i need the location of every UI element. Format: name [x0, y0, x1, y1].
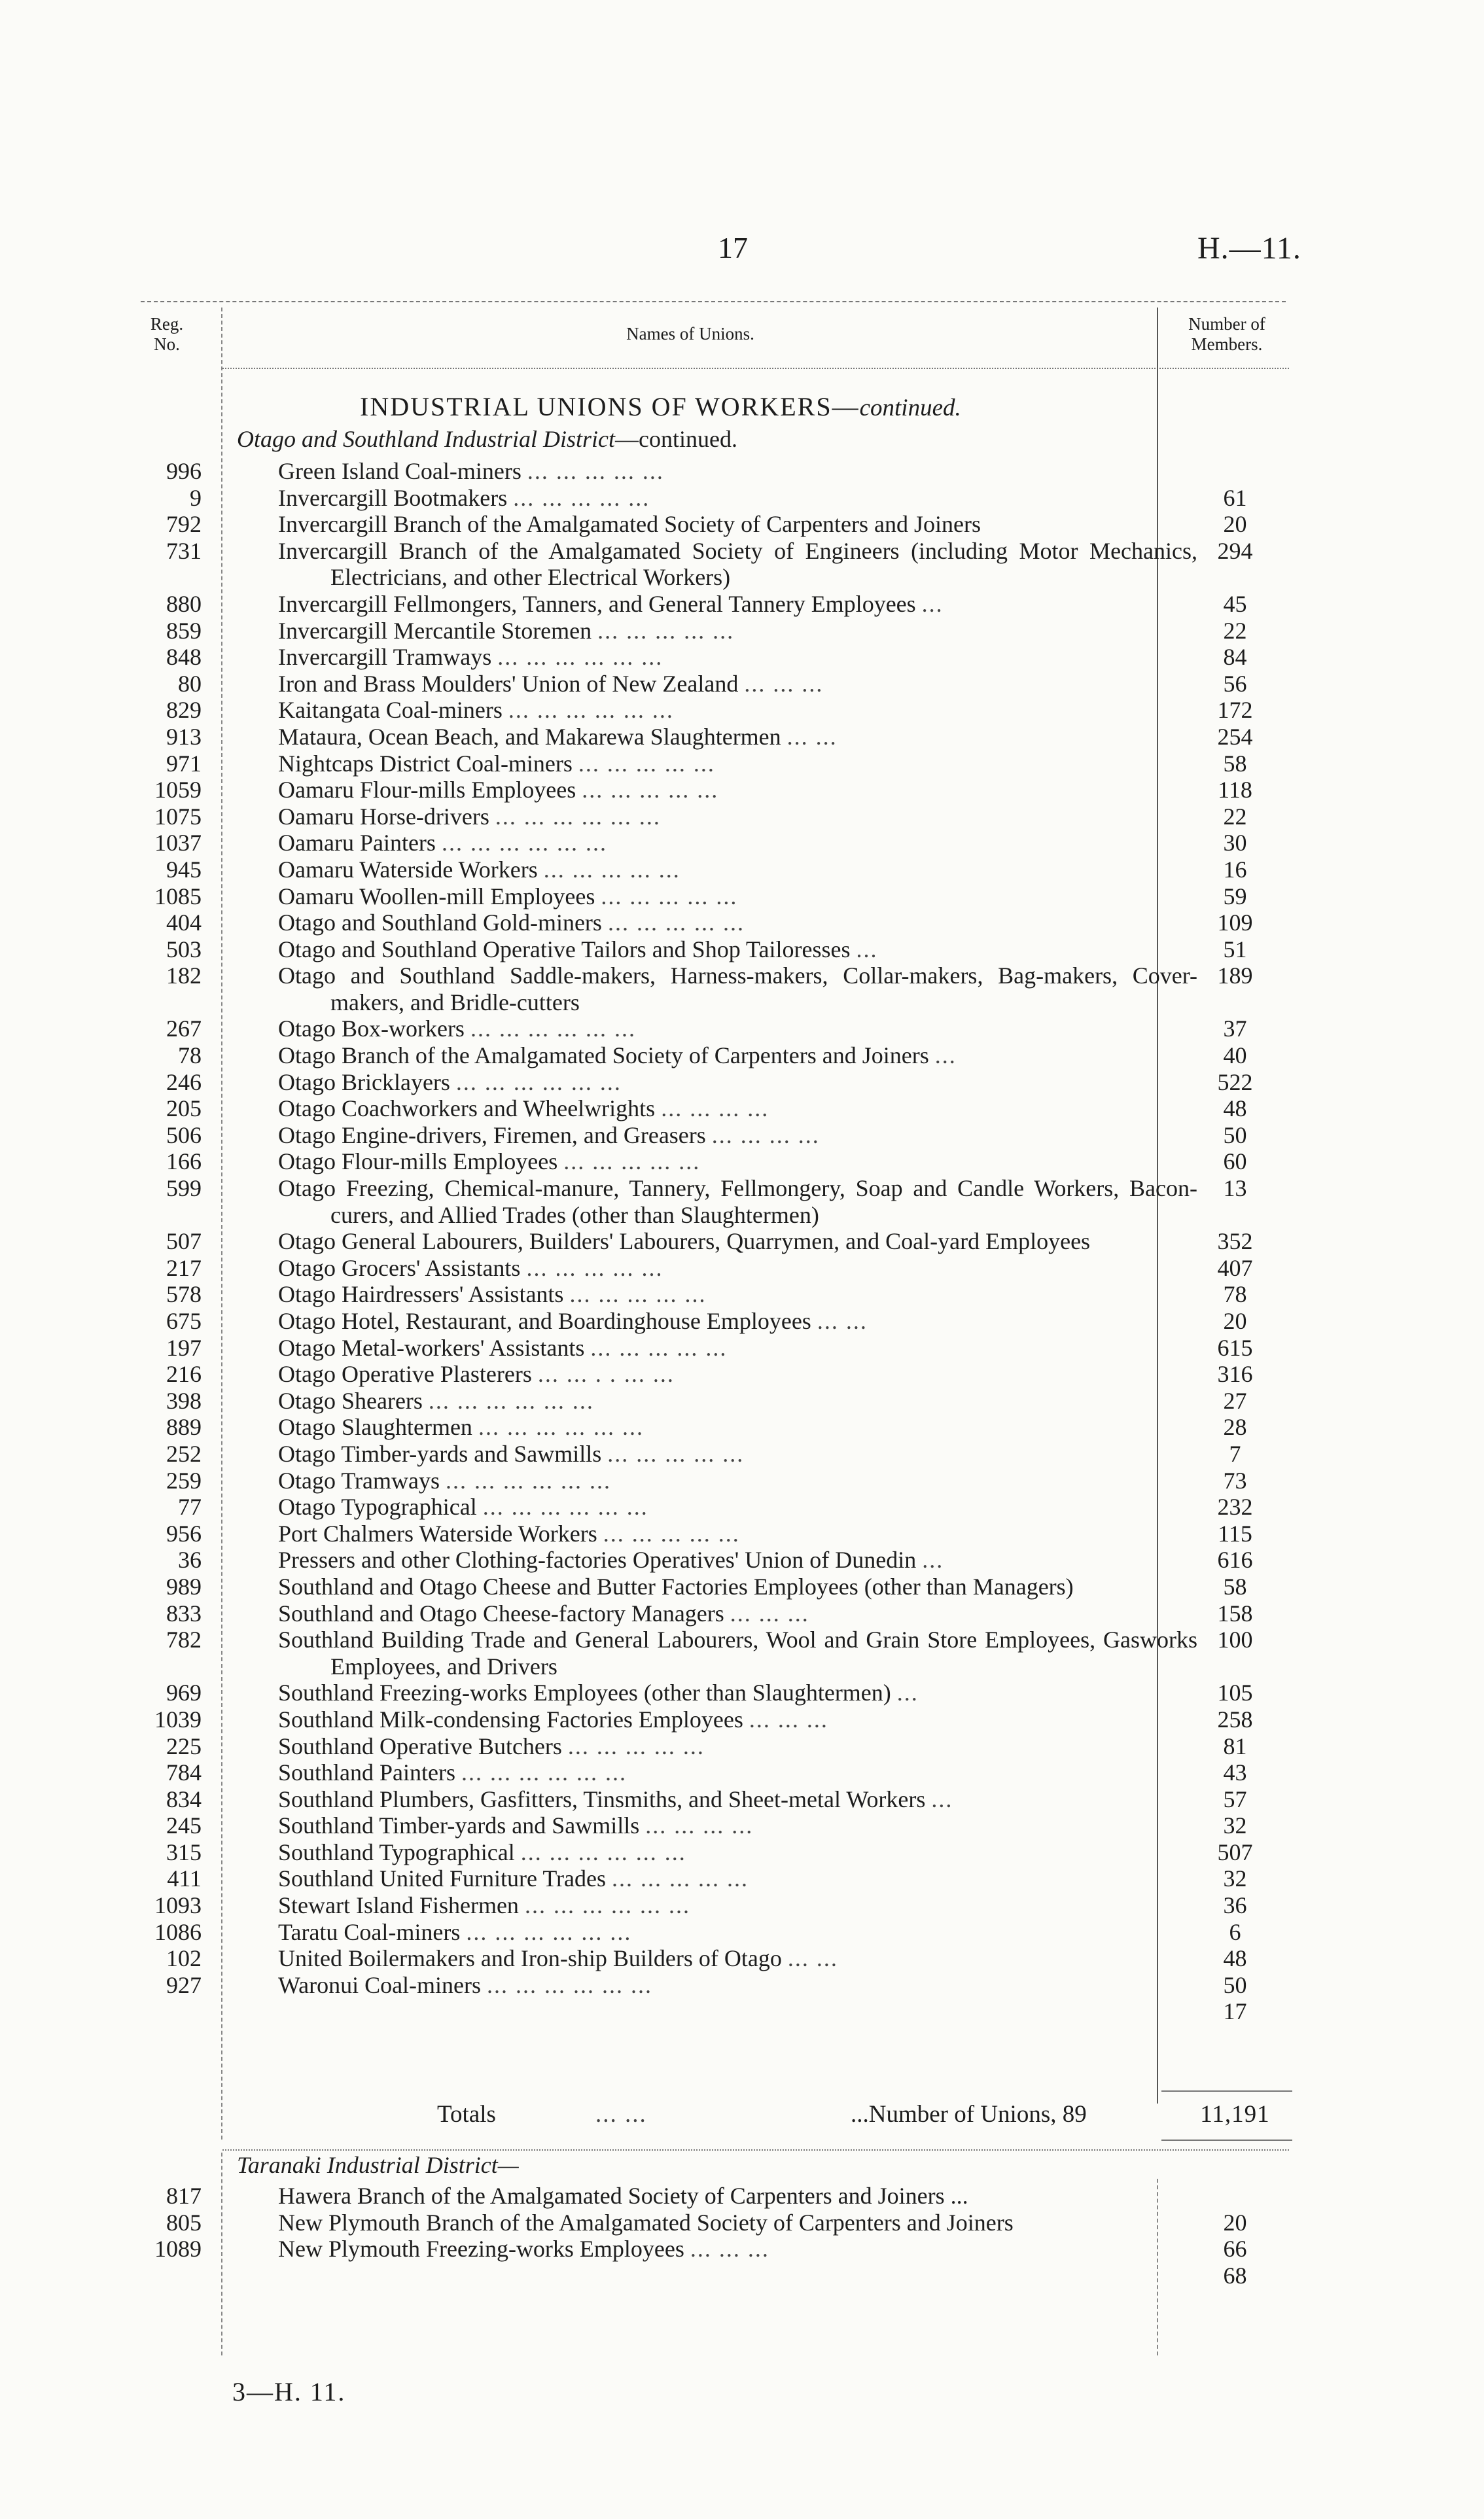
- member-count: 32: [1223, 1865, 1247, 1892]
- union-name: [278, 1069, 1197, 1096]
- reg-number: 784: [166, 1759, 202, 1786]
- totals-value: 11,191: [1200, 2101, 1270, 2128]
- union-name-text: Southland Typographical: [278, 1839, 515, 1865]
- header-bottom-rule: [222, 368, 1289, 369]
- leader-dots: ... ... ... ... ... ...: [520, 1839, 686, 1865]
- union-name: [278, 1494, 1197, 1521]
- union-name: [278, 511, 1197, 538]
- union-name: [278, 2210, 1197, 2236]
- leader-dots: ...: [896, 1680, 919, 1706]
- union-name-text: Otago Shearers: [278, 1387, 423, 1414]
- member-count: 50: [1223, 1971, 1247, 1998]
- taranaki-union-rows: [0, 2183, 1484, 2289]
- reg-number: 77: [178, 1494, 202, 1521]
- reg-number: 989: [166, 1573, 202, 1600]
- page-number: 17: [718, 231, 748, 264]
- leader-dots: ... ...: [817, 1308, 868, 1334]
- reg-number: 731: [166, 537, 202, 564]
- leader-dots: ... ... ... ... ... ...: [497, 644, 663, 671]
- union-name: [278, 1414, 1197, 1441]
- leader-dots: ... ... ... ...: [645, 1812, 754, 1839]
- union-name: [278, 1786, 1197, 1813]
- member-count: 48: [1223, 1945, 1247, 1972]
- union-name-text: Southland and Otago Cheese-factory Managers: [278, 1600, 724, 1627]
- union-name: [278, 1521, 1197, 1547]
- reg-number: 246: [166, 1068, 202, 1095]
- union-name-text: Otago Engine-drivers, Firemen, and Greasers: [278, 1121, 706, 1148]
- union-name: [278, 1228, 1197, 1255]
- member-count: 68: [1223, 2262, 1247, 2289]
- member-count: 27: [1223, 1387, 1247, 1414]
- union-name-text: Otago Timber-yards and Sawmills: [278, 1440, 602, 1467]
- taranaki-district-heading: Taranaki Industrial District—: [237, 2152, 519, 2178]
- reg-number: 956: [166, 1520, 202, 1547]
- union-name: [278, 1865, 1197, 1892]
- member-count: 43: [1223, 1759, 1247, 1786]
- reg-number: 267: [166, 1015, 202, 1042]
- totals-unions: ...Number of Unions, 89: [851, 2101, 1087, 2128]
- leader-dots: ... ... ... ... ...: [597, 617, 735, 644]
- reg-number: 245: [166, 1812, 202, 1839]
- leader-dots: ...: [931, 1786, 953, 1812]
- union-name: [278, 1600, 1197, 1627]
- reg-number: 80: [178, 670, 202, 697]
- member-count: 109: [1217, 909, 1253, 936]
- union-name-text: Otago and Southland Saddle-makers, Harness-makers, Collar-makers, Bag-makers, Cover-makers, and Bridle-cutters: [278, 962, 1197, 1015]
- union-name-text: Nightcaps District Coal-miners: [278, 750, 573, 777]
- union-name: [278, 962, 1197, 1015]
- reg-number: 182: [166, 962, 202, 989]
- union-name: [278, 458, 1197, 485]
- member-count: 84: [1223, 644, 1247, 671]
- union-name-text: Iron and Brass Moulders' Union of New Zealand: [278, 670, 739, 697]
- union-name-text: Southland Operative Butchers: [278, 1733, 562, 1759]
- member-count: 294: [1217, 537, 1253, 564]
- reg-number: 503: [166, 936, 202, 962]
- union-name-text: Otago Typographical: [278, 1494, 477, 1521]
- member-count: 45: [1223, 590, 1247, 617]
- document-reference: H.—11.: [1197, 231, 1301, 266]
- leader-dots: ... ... ... ... ...: [601, 883, 738, 909]
- union-name-text: Oamaru Waterside Workers: [278, 856, 538, 883]
- union-name-text: Oamaru Woollen-mill Employees: [278, 883, 595, 909]
- leader-dots: ... ... ... ... ...: [526, 1254, 663, 1281]
- union-name-text: United Boilermakers and Iron-ship Builders of Otago: [278, 1945, 782, 1972]
- member-count: 118: [1218, 777, 1252, 803]
- union-name-text: Southland Milk-condensing Factories Employees: [278, 1706, 743, 1733]
- union-name-text: Invercargill Tramways: [278, 644, 492, 671]
- union-name: [278, 2183, 1197, 2210]
- leader-dots: ... ... ...: [730, 1600, 809, 1627]
- member-count: 13: [1223, 1175, 1247, 1202]
- union-name: [278, 936, 1197, 963]
- reg-number: 166: [166, 1148, 202, 1175]
- member-count: 81: [1223, 1733, 1247, 1759]
- reg-number: 36: [178, 1547, 202, 1574]
- member-count: 16: [1223, 856, 1247, 883]
- member-count: 61: [1223, 484, 1247, 511]
- leader-dots: ...: [856, 936, 878, 962]
- reg-number: 1089: [154, 2236, 202, 2263]
- leader-dots: ... ... ... ... ... ...: [482, 1494, 648, 1521]
- reg-number: 411: [167, 1865, 202, 1892]
- union-name: [278, 1945, 1197, 1972]
- union-name: [278, 1441, 1197, 1468]
- member-count: 78: [1223, 1281, 1247, 1308]
- member-count: 158: [1217, 1600, 1253, 1627]
- union-name: [278, 1308, 1197, 1335]
- reg-number: 880: [166, 590, 202, 617]
- leader-dots: ...: [922, 1547, 944, 1574]
- union-name: [278, 883, 1197, 910]
- member-count: 58: [1223, 1573, 1247, 1600]
- member-count: 100: [1217, 1627, 1253, 1653]
- members-header: Number of Members.: [1188, 314, 1265, 354]
- union-row: [0, 2236, 1484, 2289]
- member-count: 22: [1223, 617, 1247, 644]
- reg-number: 675: [166, 1308, 202, 1334]
- union-name: [278, 1574, 1197, 1600]
- totals-label: Totals: [437, 2101, 496, 2128]
- union-name-text: Otago Tramways: [278, 1467, 440, 1494]
- reg-number: 913: [166, 723, 202, 750]
- reg-number: 927: [166, 1971, 202, 1998]
- union-name: [278, 1281, 1197, 1308]
- union-name-text: Otago Hotel, Restaurant, and Boardinghouse Employees: [278, 1308, 811, 1334]
- union-name-text: Otago Slaughtermen: [278, 1414, 472, 1441]
- union-name: [278, 1388, 1197, 1415]
- member-count: 522: [1217, 1068, 1253, 1095]
- leader-dots: ... ... ...: [744, 670, 824, 697]
- member-count: 32: [1223, 1812, 1247, 1839]
- union-name: [278, 1175, 1197, 1228]
- reg-number: 507: [166, 1228, 202, 1255]
- member-count: 6: [1229, 1918, 1241, 1945]
- member-count: 30: [1223, 830, 1247, 856]
- leader-dots: ... ... ... ... ... ...: [428, 1387, 594, 1414]
- union-name-text: Otago Freezing, Chemical-manure, Tannery, Fellmongery, Soap and Candle Workers, Bacon-curers, and Allied Trades (other than Slaughtermen): [278, 1175, 1197, 1228]
- member-count: 105: [1217, 1680, 1253, 1706]
- member-count: 22: [1223, 803, 1247, 830]
- reg-number: 817: [166, 2183, 202, 2209]
- union-name-text: Invercargill Bootmakers: [278, 484, 508, 511]
- member-count: 51: [1223, 936, 1247, 962]
- reg-no-header: Reg. No.: [150, 314, 184, 354]
- union-name-text: Invercargill Branch of the Amalgamated Society of Engineers (including Motor Mechanics, Electricians, and other Electrical Workers): [278, 537, 1197, 591]
- reg-number: 506: [166, 1121, 202, 1148]
- union-name-text: Stewart Island Fishermen: [278, 1892, 519, 1919]
- union-name: [278, 1972, 1197, 1999]
- union-name: [278, 644, 1197, 671]
- leader-dots: ... ... ...: [690, 2236, 769, 2263]
- union-name: [278, 1759, 1197, 1786]
- member-count: 20: [1223, 511, 1247, 538]
- reg-number: 252: [166, 1440, 202, 1467]
- reg-number: 9: [190, 484, 202, 511]
- union-name: [278, 909, 1197, 936]
- member-count: 66: [1223, 2236, 1247, 2263]
- reg-number: 945: [166, 856, 202, 883]
- leader-dots: ... ...: [787, 1945, 838, 1972]
- union-name: [278, 1148, 1197, 1175]
- member-count: 7: [1229, 1440, 1241, 1467]
- union-name-text: Southland Freezing-works Employees (other than Slaughtermen): [278, 1680, 891, 1706]
- leader-dots: ... ... ... ... ... ...: [455, 1068, 622, 1095]
- footer-reference: 3—H. 11.: [232, 2377, 346, 2406]
- member-count: 56: [1223, 670, 1247, 697]
- member-count: 60: [1223, 1148, 1247, 1175]
- reg-number: 1039: [154, 1706, 202, 1733]
- leader-dots: ... ... ... ... ...: [578, 750, 715, 777]
- leader-dots: ... ... ... ... ...: [513, 484, 650, 511]
- leader-dots: ... ... ... ... ...: [582, 777, 719, 803]
- reg-number: 848: [166, 644, 202, 671]
- section-title: INDUSTRIAL UNIONS OF WORKERS—continued.: [360, 392, 961, 421]
- union-name: [278, 1706, 1197, 1733]
- union-name: [278, 485, 1197, 512]
- union-name: [278, 830, 1197, 856]
- member-count: 189: [1217, 962, 1253, 989]
- otago-district-heading: Otago and Southland Industrial District—continued.: [237, 426, 737, 452]
- union-name: [278, 724, 1197, 750]
- leader-dots: ... ... ... ... ...: [607, 909, 745, 936]
- leader-dots: ... ... ... ...: [661, 1095, 769, 1122]
- union-name-text: Mataura, Ocean Beach, and Makarewa Slaughtermen: [278, 723, 781, 750]
- union-name-text: Kaitangata Coal-miners: [278, 697, 503, 724]
- reg-number: 578: [166, 1281, 202, 1308]
- reg-number: 833: [166, 1600, 202, 1627]
- leader-dots: ... ... ... ... ... ...: [446, 1467, 612, 1494]
- leader-dots: ... ... ... ... ...: [569, 1281, 707, 1308]
- union-name-text: Otago Operative Plasterers: [278, 1361, 532, 1388]
- header-top-rule: [141, 301, 1286, 302]
- reg-number: 969: [166, 1680, 202, 1706]
- union-name-text: Southland Timber-yards and Sawmills: [278, 1812, 640, 1839]
- union-name-text: Otago Hairdressers' Assistants: [278, 1281, 564, 1308]
- leader-dots: ... ... ... ... ... ...: [495, 803, 661, 830]
- reg-number: 102: [166, 1945, 202, 1972]
- totals-dots: ... ...: [595, 2101, 647, 2128]
- union-name: [278, 856, 1197, 883]
- leader-dots: ... ... ... ... ...: [567, 1733, 705, 1759]
- reg-number: 1059: [154, 777, 202, 803]
- member-count: 50: [1223, 1121, 1247, 1148]
- reg-number: 1075: [154, 803, 202, 830]
- member-count: 58: [1223, 750, 1247, 777]
- union-name: [278, 803, 1197, 830]
- leader-dots: ... ... ... ...: [711, 1121, 820, 1148]
- union-name: [278, 1919, 1197, 1946]
- names-header: Names of Unions.: [626, 324, 754, 344]
- member-count: 115: [1218, 1520, 1252, 1547]
- member-count: 17: [1223, 1998, 1247, 2025]
- member-count: 616: [1217, 1547, 1253, 1574]
- reg-number: 217: [166, 1254, 202, 1281]
- leader-dots: ... ... ... ... ... ...: [524, 1892, 690, 1919]
- union-name: [278, 1680, 1197, 1706]
- totals-rule-bottom: [1161, 2140, 1292, 2141]
- union-name: [278, 697, 1197, 724]
- union-name: [278, 1042, 1197, 1069]
- reg-number: 996: [166, 458, 202, 484]
- union-name-text: Otago Bricklayers: [278, 1068, 450, 1095]
- reg-number: 1086: [154, 1918, 202, 1945]
- leader-dots: ... ... ... ... ...: [603, 1520, 740, 1547]
- reg-number: 971: [166, 750, 202, 777]
- reg-number: 216: [166, 1361, 202, 1388]
- otago-union-rows: [0, 458, 1484, 2025]
- union-name-text: Oamaru Horse-drivers: [278, 803, 489, 830]
- leader-dots: ... ... ... ... ...: [543, 856, 680, 883]
- union-name-text: Invercargill Fellmongers, Tanners, and General Tannery Employees: [278, 590, 916, 617]
- union-name-text: New Plymouth Freezing-works Employees: [278, 2236, 684, 2263]
- member-count: 172: [1217, 697, 1253, 724]
- member-count: 316: [1217, 1361, 1253, 1388]
- reg-number: 792: [166, 511, 202, 538]
- reg-number: 805: [166, 2209, 202, 2236]
- union-name-text: Invercargill Mercantile Storemen: [278, 617, 592, 644]
- reg-number: 859: [166, 617, 202, 644]
- union-name-text: Hawera Branch of the Amalgamated Society of Carpenters and Joiners ...: [278, 2183, 968, 2209]
- member-count: 20: [1223, 1308, 1247, 1334]
- union-name-text: Otago Grocers' Assistants: [278, 1254, 521, 1281]
- union-name: [278, 1335, 1197, 1362]
- union-name: [278, 1255, 1197, 1282]
- reg-number: 404: [166, 909, 202, 936]
- reg-number: 889: [166, 1414, 202, 1441]
- union-name: [278, 1468, 1197, 1494]
- member-count: 352: [1217, 1228, 1253, 1255]
- reg-number: 398: [166, 1387, 202, 1414]
- reg-number: 1037: [154, 830, 202, 856]
- union-row: [0, 1971, 1484, 2025]
- reg-number: 259: [166, 1467, 202, 1494]
- union-name-text: New Plymouth Branch of the Amalgamated Society of Carpenters and Joiners: [278, 2209, 1014, 2236]
- union-name: [278, 1627, 1197, 1680]
- union-name: [278, 777, 1197, 803]
- union-name: [278, 538, 1197, 591]
- union-name-text: Oamaru Painters: [278, 830, 436, 856]
- leader-dots: ... ... ... ... ...: [612, 1865, 749, 1892]
- union-name-text: Pressers and other Clothing-factories Operatives' Union of Dunedin: [278, 1547, 917, 1574]
- union-name-text: Otago Coachworkers and Wheelwrights: [278, 1095, 656, 1122]
- totals-rule-wide: [222, 2149, 1289, 2151]
- leader-dots: ... ... ... ... ...: [563, 1148, 701, 1175]
- union-name-text: Southland and Otago Cheese and Butter Factories Employees (other than Managers): [278, 1573, 1074, 1600]
- union-name: [278, 1015, 1197, 1042]
- union-name-text: Southland Building Trade and General Labourers, Wool and Grain Store Employees, Gasworks Employees, and Drivers: [278, 1627, 1197, 1680]
- member-count: 48: [1223, 1095, 1247, 1122]
- union-name-text: Otago Flour-mills Employees: [278, 1148, 558, 1175]
- union-name-text: Southland Painters: [278, 1759, 455, 1786]
- leader-dots: ... ... ... ... ...: [590, 1334, 728, 1361]
- union-name: [278, 1122, 1197, 1149]
- leader-dots: ... ... ... ... ... ...: [466, 1918, 632, 1945]
- union-name-text: Invercargill Branch of the Amalgamated Society of Carpenters and Joiners: [278, 511, 981, 538]
- leader-dots: ...: [934, 1042, 957, 1069]
- reg-number: 834: [166, 1786, 202, 1812]
- reg-number: 782: [166, 1627, 202, 1653]
- union-name-text: Otago Branch of the Amalgamated Society of Carpenters and Joiners: [278, 1042, 929, 1069]
- reg-number: 1093: [154, 1892, 202, 1919]
- leader-dots: ... ... ... ... ... ...: [487, 1971, 653, 1998]
- member-count: 20: [1223, 2209, 1247, 2236]
- leader-dots: ... ...: [786, 723, 838, 750]
- union-name-text: Waronui Coal-miners: [278, 1971, 482, 1998]
- union-name: [278, 750, 1197, 777]
- reg-number: 225: [166, 1733, 202, 1759]
- reg-number: 599: [166, 1175, 202, 1202]
- union-name: [278, 1733, 1197, 1760]
- reg-number: 829: [166, 697, 202, 724]
- union-name: [278, 1812, 1197, 1839]
- union-name-text: Port Chalmers Waterside Workers: [278, 1520, 597, 1547]
- leader-dots: ... ... ... ... ... ...: [470, 1015, 636, 1042]
- reg-number: 205: [166, 1095, 202, 1122]
- union-name-text: Otago General Labourers, Builders' Labourers, Quarrymen, and Coal-yard Employees: [278, 1228, 1091, 1255]
- union-name: [278, 2236, 1197, 2263]
- member-count: 407: [1217, 1254, 1253, 1281]
- union-name-text: Otago Metal-workers' Assistants: [278, 1334, 585, 1361]
- reg-number: 197: [166, 1334, 202, 1361]
- union-name-text: Southland Plumbers, Gasfitters, Tinsmiths, and Sheet-metal Workers: [278, 1786, 926, 1812]
- reg-number: 315: [166, 1839, 202, 1865]
- member-count: 59: [1223, 883, 1247, 909]
- member-count: 36: [1223, 1892, 1247, 1919]
- union-name: [278, 671, 1197, 697]
- leader-dots: ... ... ... ... ...: [527, 458, 664, 484]
- union-name: [278, 618, 1197, 644]
- leader-dots: ... ... ... ... ... ...: [478, 1414, 644, 1441]
- leader-dots: ...: [921, 590, 944, 617]
- union-name-text: Oamaru Flour-mills Employees: [278, 777, 576, 803]
- member-count: 57: [1223, 1786, 1247, 1812]
- reg-number: 1085: [154, 883, 202, 909]
- totals-rule-top: [1161, 2090, 1292, 2092]
- member-count: 507: [1217, 1839, 1253, 1865]
- union-name-text: Otago Box-workers: [278, 1015, 465, 1042]
- union-name-text: Otago and Southland Gold-miners: [278, 909, 602, 936]
- member-count: 254: [1217, 723, 1253, 750]
- union-name: [278, 1839, 1197, 1866]
- leader-dots: ... ... ... ... ... ...: [508, 697, 674, 724]
- union-name: [278, 1547, 1197, 1574]
- reg-number: 78: [178, 1042, 202, 1069]
- leader-dots: ... ... ... ... ... ...: [461, 1759, 627, 1786]
- union-name: [278, 1361, 1197, 1388]
- member-count: 28: [1223, 1414, 1247, 1441]
- union-name-text: Southland United Furniture Trades: [278, 1865, 606, 1892]
- leader-dots: ... ... ...: [749, 1706, 828, 1733]
- leader-dots: ... ... ... ... ...: [607, 1440, 745, 1467]
- member-count: 73: [1223, 1467, 1247, 1494]
- union-name-text: Otago and Southland Operative Tailors and Shop Tailoresses: [278, 936, 851, 962]
- member-count: 40: [1223, 1042, 1247, 1069]
- union-name: [278, 1095, 1197, 1122]
- member-count: 232: [1217, 1494, 1253, 1521]
- leader-dots: ... ... ... ... ... ...: [441, 830, 607, 856]
- union-name: [278, 591, 1197, 618]
- member-count: 37: [1223, 1015, 1247, 1042]
- member-count: 615: [1217, 1334, 1253, 1361]
- member-count: 258: [1217, 1706, 1253, 1733]
- union-name: [278, 1892, 1197, 1919]
- union-name-text: Green Island Coal-miners: [278, 458, 521, 484]
- leader-dots: ... ... . . ... ...: [537, 1361, 675, 1388]
- union-name-text: Taratu Coal-miners: [278, 1918, 461, 1945]
